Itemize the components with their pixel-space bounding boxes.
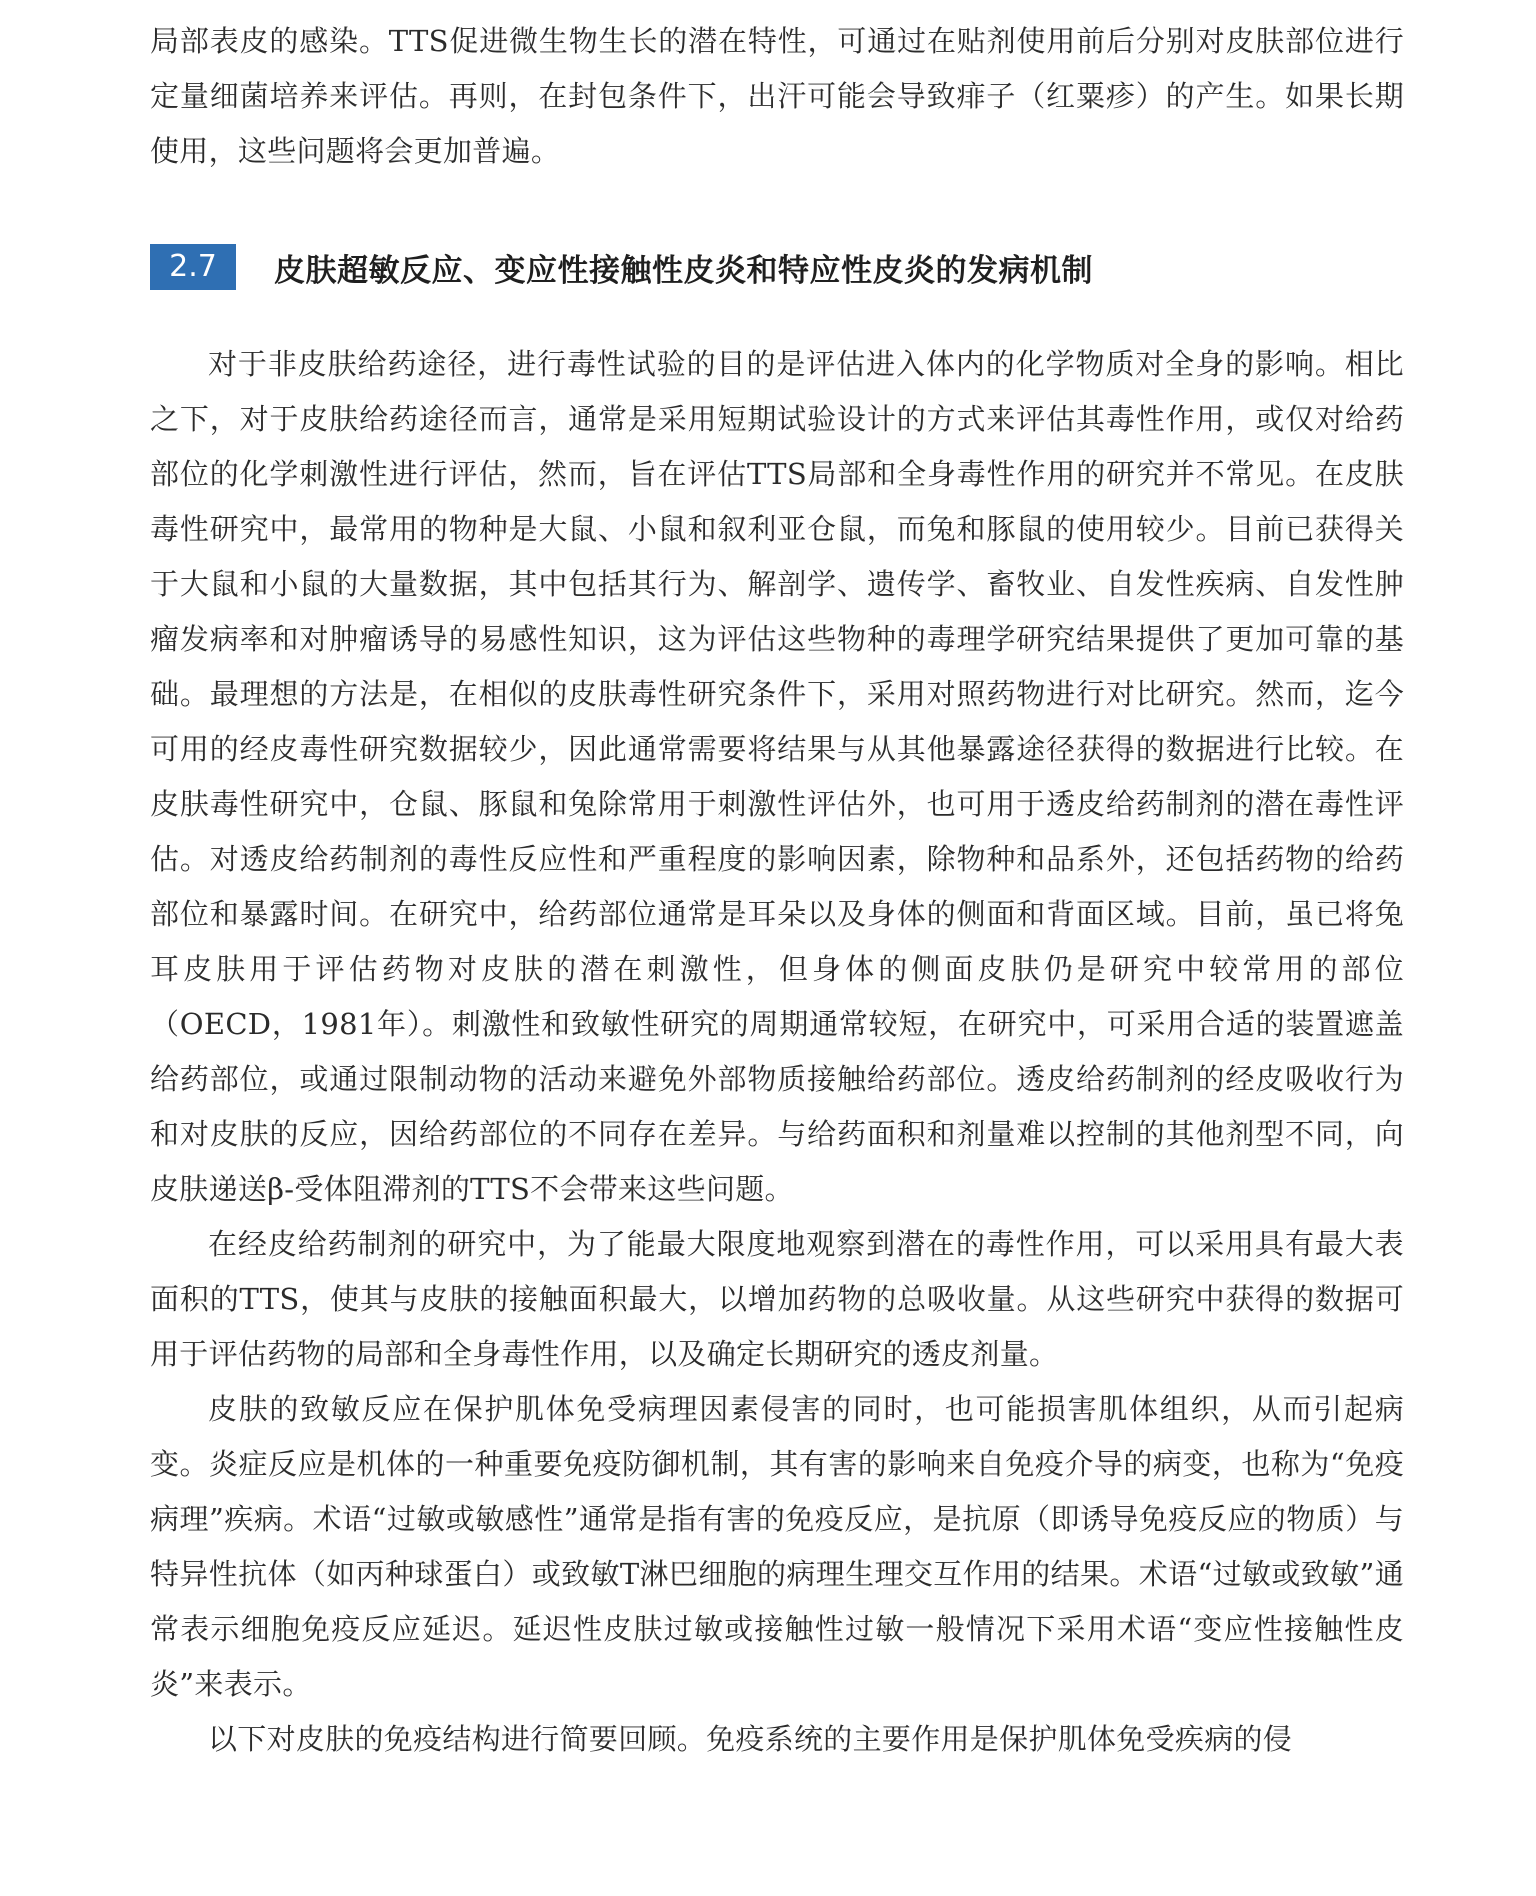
section-heading (150, 244, 1093, 290)
section-title: 皮肤超敏反应、变应性接触性皮炎和特应性皮炎的发病机制 (274, 252, 1093, 289)
section-body (150, 337, 1404, 1767)
paragraph-1: 对于非皮肤给药途径，进行毒性试验的目的是评估进入体内的化学物质对全身的影响。相比之下，对于皮肤给药途径而言，通常是采用短期试验设计的方式来评估其毒性作用，或仅对给药部位的化学刺激性进行评估，然而，旨在评估TTS局部和全身毒性作用的研究并不常见。在皮肤毒性研究中，最常用的物种是大鼠、小鼠和叙利亚仓鼠，而兔和豚鼠的使用较少。目前已获得关于大鼠和小鼠的大量数据，其中包括其行为、解剖学、遗传学、畜牧业、自发性疾病、自发性肿瘤发病率和对肿瘤诱导的易感性知识，这为评估这些物种的毒理学研究结果提供了更加可靠的基础。最理想的方法是，在相似的皮肤毒性研究条件下，采用对照药物进行对比研究。然而，迄今可用的经皮毒性研究数据较少，因此通常需要将结果与从其他暴露途径获得的数据进行比较。在皮肤毒性研究中，仓鼠、豚鼠和兔除常用于刺激性评估外，也可用于透皮给药制剂的潜在毒性评估。对透皮给药制剂的毒性反应性和严重程度的影响因素，除物种和品系外，还包括药物的给药部位和暴露时间。在研究中，给药部位通常是耳朵以及身体的侧面和背面区域。目前，虽已将兔耳皮肤用于评估药物对皮肤的潜在刺激性，但身体的侧面皮肤仍是研究中较常用的部位（OECD，1981年）。刺激性和致敏性研究的周期通常较短，在研究中，可采用合适的装置遮盖给药部位，或通过限制动物的活动来避免外部物质接触给药部位。透皮给药制剂的经皮吸收行为和对皮肤的反应，因给药部位的不同存在差异。与给药面积和剂量难以控制的其他剂型不同，向皮肤递送β-受体阻滞剂的TTS不会带来这些问题。 (150, 347, 1404, 1206)
top-paragraph: 局部表皮的感染。TTS促进微生物生长的潜在特性，可通过在贴剂使用前后分别对皮肤部位进行定量细菌培养来评估。再则，在封包条件下，出汗可能会导致痱子（红粟疹）的产生。如果长期使用，这些问题将会更加普遍。 (150, 24, 1404, 168)
paragraph-3: 皮肤的致敏反应在保护肌体免受病理因素侵害的同时，也可能损害肌体组织，从而引起病变。炎症反应是机体的一种重要免疫防御机制，其有害的影响来自免疫介导的病变，也称为“免疫病理”疾病。术语“过敏或敏感性”通常是指有害的免疫反应，是抗原（即诱导免疫反应的物质）与特异性抗体（如丙种球蛋白）或致敏T淋巴细胞的病理生理交互作用的结果。术语“过敏或致敏”通常表示细胞免疫反应延迟。延迟性皮肤过敏或接触性过敏一般情况下采用术语“变应性接触性皮炎”来表示。 (150, 1392, 1404, 1701)
paragraph-2: 在经皮给药制剂的研究中，为了能最大限度地观察到潜在的毒性作用，可以采用具有最大表面积的TTS，使其与皮肤的接触面积最大，以增加药物的总吸收量。从这些研究中获得的数据可用于评估药物的局部和全身毒性作用，以及确定长期研究的透皮剂量。 (150, 1227, 1404, 1371)
paragraph-4: 以下对皮肤的免疫结构进行简要回顾。免疫系统的主要作用是保护肌体免受疾病的侵 (208, 1722, 1293, 1756)
top-text-block (150, 14, 1404, 179)
section-number-badge: 2.7 (150, 244, 236, 290)
